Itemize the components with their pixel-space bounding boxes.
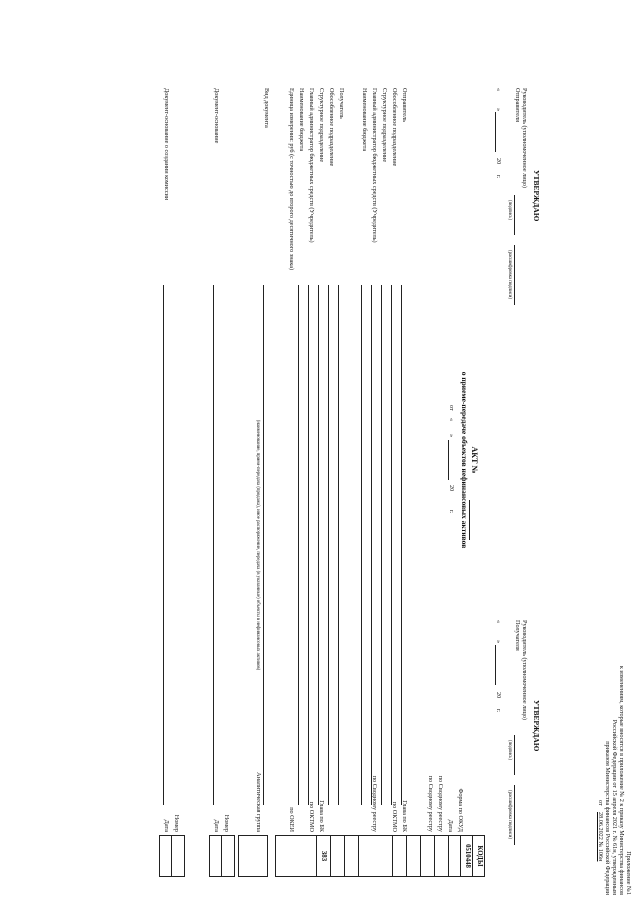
annex-line-3: приказом Министерства финансов Российской Федерации bbox=[604, 741, 611, 895]
field-receiver: Получатель bbox=[338, 88, 345, 119]
left-approval-title: УТВЕРЖДАЮ bbox=[532, 170, 541, 222]
field-receiver-division-line bbox=[328, 285, 329, 805]
field-sender-budget: Наименование бюджета bbox=[361, 88, 368, 152]
code-svod-label-3: по Сводному реестру bbox=[371, 775, 378, 832]
code-oktmo-cell[interactable] bbox=[392, 836, 406, 876]
field-doc-basis-line bbox=[213, 285, 214, 805]
code-bk-label-2: Глава по БК bbox=[318, 800, 325, 832]
field-sender-struct-line bbox=[381, 285, 382, 805]
right-signature-caption: (подпись) bbox=[507, 740, 512, 760]
codes-box bbox=[275, 835, 485, 877]
code-okud-value: 0510448 bbox=[460, 836, 472, 876]
code-date-label: Дата bbox=[447, 819, 454, 832]
right-year-prefix: 20 bbox=[495, 692, 502, 699]
act-date-month-line bbox=[448, 440, 449, 480]
act-date-from: от bbox=[448, 405, 455, 411]
code-okud-label: Форма по ОКУД bbox=[457, 788, 464, 832]
act-title: АКТ № bbox=[470, 446, 479, 474]
left-signature-line bbox=[514, 195, 515, 235]
code-bk-cell[interactable] bbox=[406, 836, 420, 876]
doc-basis-date-label: Дата bbox=[213, 819, 220, 832]
code-oktmo-cell-2[interactable] bbox=[330, 836, 344, 876]
left-decoding-caption: (расшифровка подписи) bbox=[507, 250, 512, 299]
field-sender-gabs-line bbox=[371, 285, 372, 805]
field-sender-gabs: Главный администратор бюджетных средств (Учредитель) bbox=[371, 88, 378, 243]
field-unit: Единица измерения: руб (с точностью до второго десятичного знака) bbox=[288, 88, 295, 271]
doc-basis-number-cell[interactable] bbox=[221, 836, 234, 876]
field-receiver-budget-line bbox=[298, 285, 299, 805]
act-year-prefix: 20 bbox=[448, 485, 455, 492]
doc-basis-number-label: Номер bbox=[223, 814, 230, 832]
left-sender-label: Отправителя bbox=[514, 88, 521, 122]
code-bk-cell-2[interactable] bbox=[344, 836, 358, 876]
field-basis-caption: (наименование, прием-передача (продажа), иное распоряжение, передача (в указанные) объекты в нефинансовых активов) bbox=[255, 419, 260, 671]
doc-basis-box[interactable] bbox=[209, 835, 235, 877]
commission-date-label: Дата bbox=[163, 819, 170, 832]
code-svod-label-2: по Сводному реестру bbox=[427, 775, 434, 832]
right-approval-title: УТВЕРЖДАЮ bbox=[532, 700, 541, 752]
act-date-open: « bbox=[448, 418, 455, 422]
left-decoding-line bbox=[514, 245, 515, 305]
field-sender-struct: Структурное подразделение bbox=[381, 88, 388, 163]
act-date-close: » bbox=[448, 434, 455, 438]
annex-date-value: 28.06.2022 № 106н bbox=[597, 812, 604, 862]
annex-line-2: Российской Федерации от 15 апреля 2021 г. № 61н, утвержденным bbox=[611, 719, 618, 895]
commission-number-cell[interactable] bbox=[171, 836, 184, 876]
field-sender-line bbox=[401, 285, 402, 805]
right-decoding-caption: (расшифровка подписи) bbox=[507, 790, 512, 839]
code-analytic-label: Аналитическая группа bbox=[255, 772, 262, 832]
field-receiver-gabs-line bbox=[308, 285, 309, 805]
field-receiver-gabs: Главный администратор бюджетных средств (Учредитель) bbox=[308, 88, 315, 243]
act-year-suffix: г. bbox=[448, 510, 455, 514]
code-oktmo-label-2: по ОКТМО bbox=[308, 801, 315, 832]
act-number-line bbox=[469, 500, 470, 540]
code-svod-cell-3[interactable] bbox=[358, 836, 392, 876]
right-signature-line bbox=[514, 735, 515, 775]
field-sender-budget-line bbox=[361, 285, 362, 805]
analytic-group-box[interactable] bbox=[238, 835, 268, 877]
left-signature-caption: (подпись) bbox=[507, 200, 512, 220]
field-commission-doc: Документ-основание о создании комиссии bbox=[163, 88, 170, 201]
right-head-label: Руководитель (уполномоченное лицо) bbox=[521, 620, 528, 720]
field-receiver-struct: Структурное подразделение bbox=[318, 88, 325, 163]
commission-number-label: Номер bbox=[173, 814, 180, 832]
field-sender: Отправитель bbox=[401, 88, 408, 122]
right-date-month-line bbox=[495, 645, 496, 685]
code-bk-label: Глава по БК bbox=[401, 800, 408, 832]
left-year-suffix: г. bbox=[495, 175, 502, 179]
annex-line-1: к изменениям, которые вносятся в приложение № 2 к приказу Министерства финансов bbox=[618, 665, 625, 895]
field-receiver-budget: Наименование бюджета bbox=[298, 88, 305, 152]
field-sender-division-line bbox=[391, 285, 392, 805]
code-svod-cell-1[interactable] bbox=[434, 836, 448, 876]
right-decoding-line bbox=[514, 785, 515, 845]
field-receiver-struct-line bbox=[318, 285, 319, 805]
field-commission-doc-line bbox=[163, 285, 164, 805]
left-date-close: » bbox=[495, 108, 502, 112]
field-basis: Вид документа bbox=[263, 88, 270, 128]
annex-date-prefix: от bbox=[597, 800, 604, 806]
code-date-cell[interactable] bbox=[448, 836, 460, 876]
code-oktmo-label: по ОКТМО bbox=[391, 801, 398, 832]
left-date-open: « bbox=[495, 88, 502, 92]
act-subtitle: о приеме-передаче объектов нефинансовых активов bbox=[460, 371, 469, 549]
right-receiver-label: Получателя bbox=[514, 620, 521, 651]
code-svod-label-1: по Сводному реестру bbox=[437, 775, 444, 832]
left-year-prefix: 20 bbox=[495, 158, 502, 165]
field-doc-basis: Документ-основание bbox=[213, 88, 220, 144]
field-sender-division: Обособленное подразделение bbox=[391, 88, 398, 167]
codes-header: КОДЫ bbox=[472, 836, 484, 876]
right-date-close: » bbox=[495, 640, 502, 644]
field-receiver-line bbox=[338, 285, 339, 805]
commission-box[interactable] bbox=[159, 835, 185, 877]
right-date-open: « bbox=[495, 620, 502, 624]
right-year-suffix: г. bbox=[495, 709, 502, 713]
code-okei-value: 383 bbox=[316, 836, 330, 876]
left-date-month-line bbox=[495, 112, 496, 152]
field-receiver-division: Обособленное подразделение bbox=[328, 88, 335, 167]
code-svod-cell-2[interactable] bbox=[420, 836, 434, 876]
code-okei-label: по ОКЕИ bbox=[288, 807, 295, 832]
annex-title: Приложение №1 bbox=[625, 851, 632, 895]
field-basis-line bbox=[263, 285, 264, 805]
left-head-label: Руководитель (уполномоченное лицо) bbox=[521, 88, 528, 188]
